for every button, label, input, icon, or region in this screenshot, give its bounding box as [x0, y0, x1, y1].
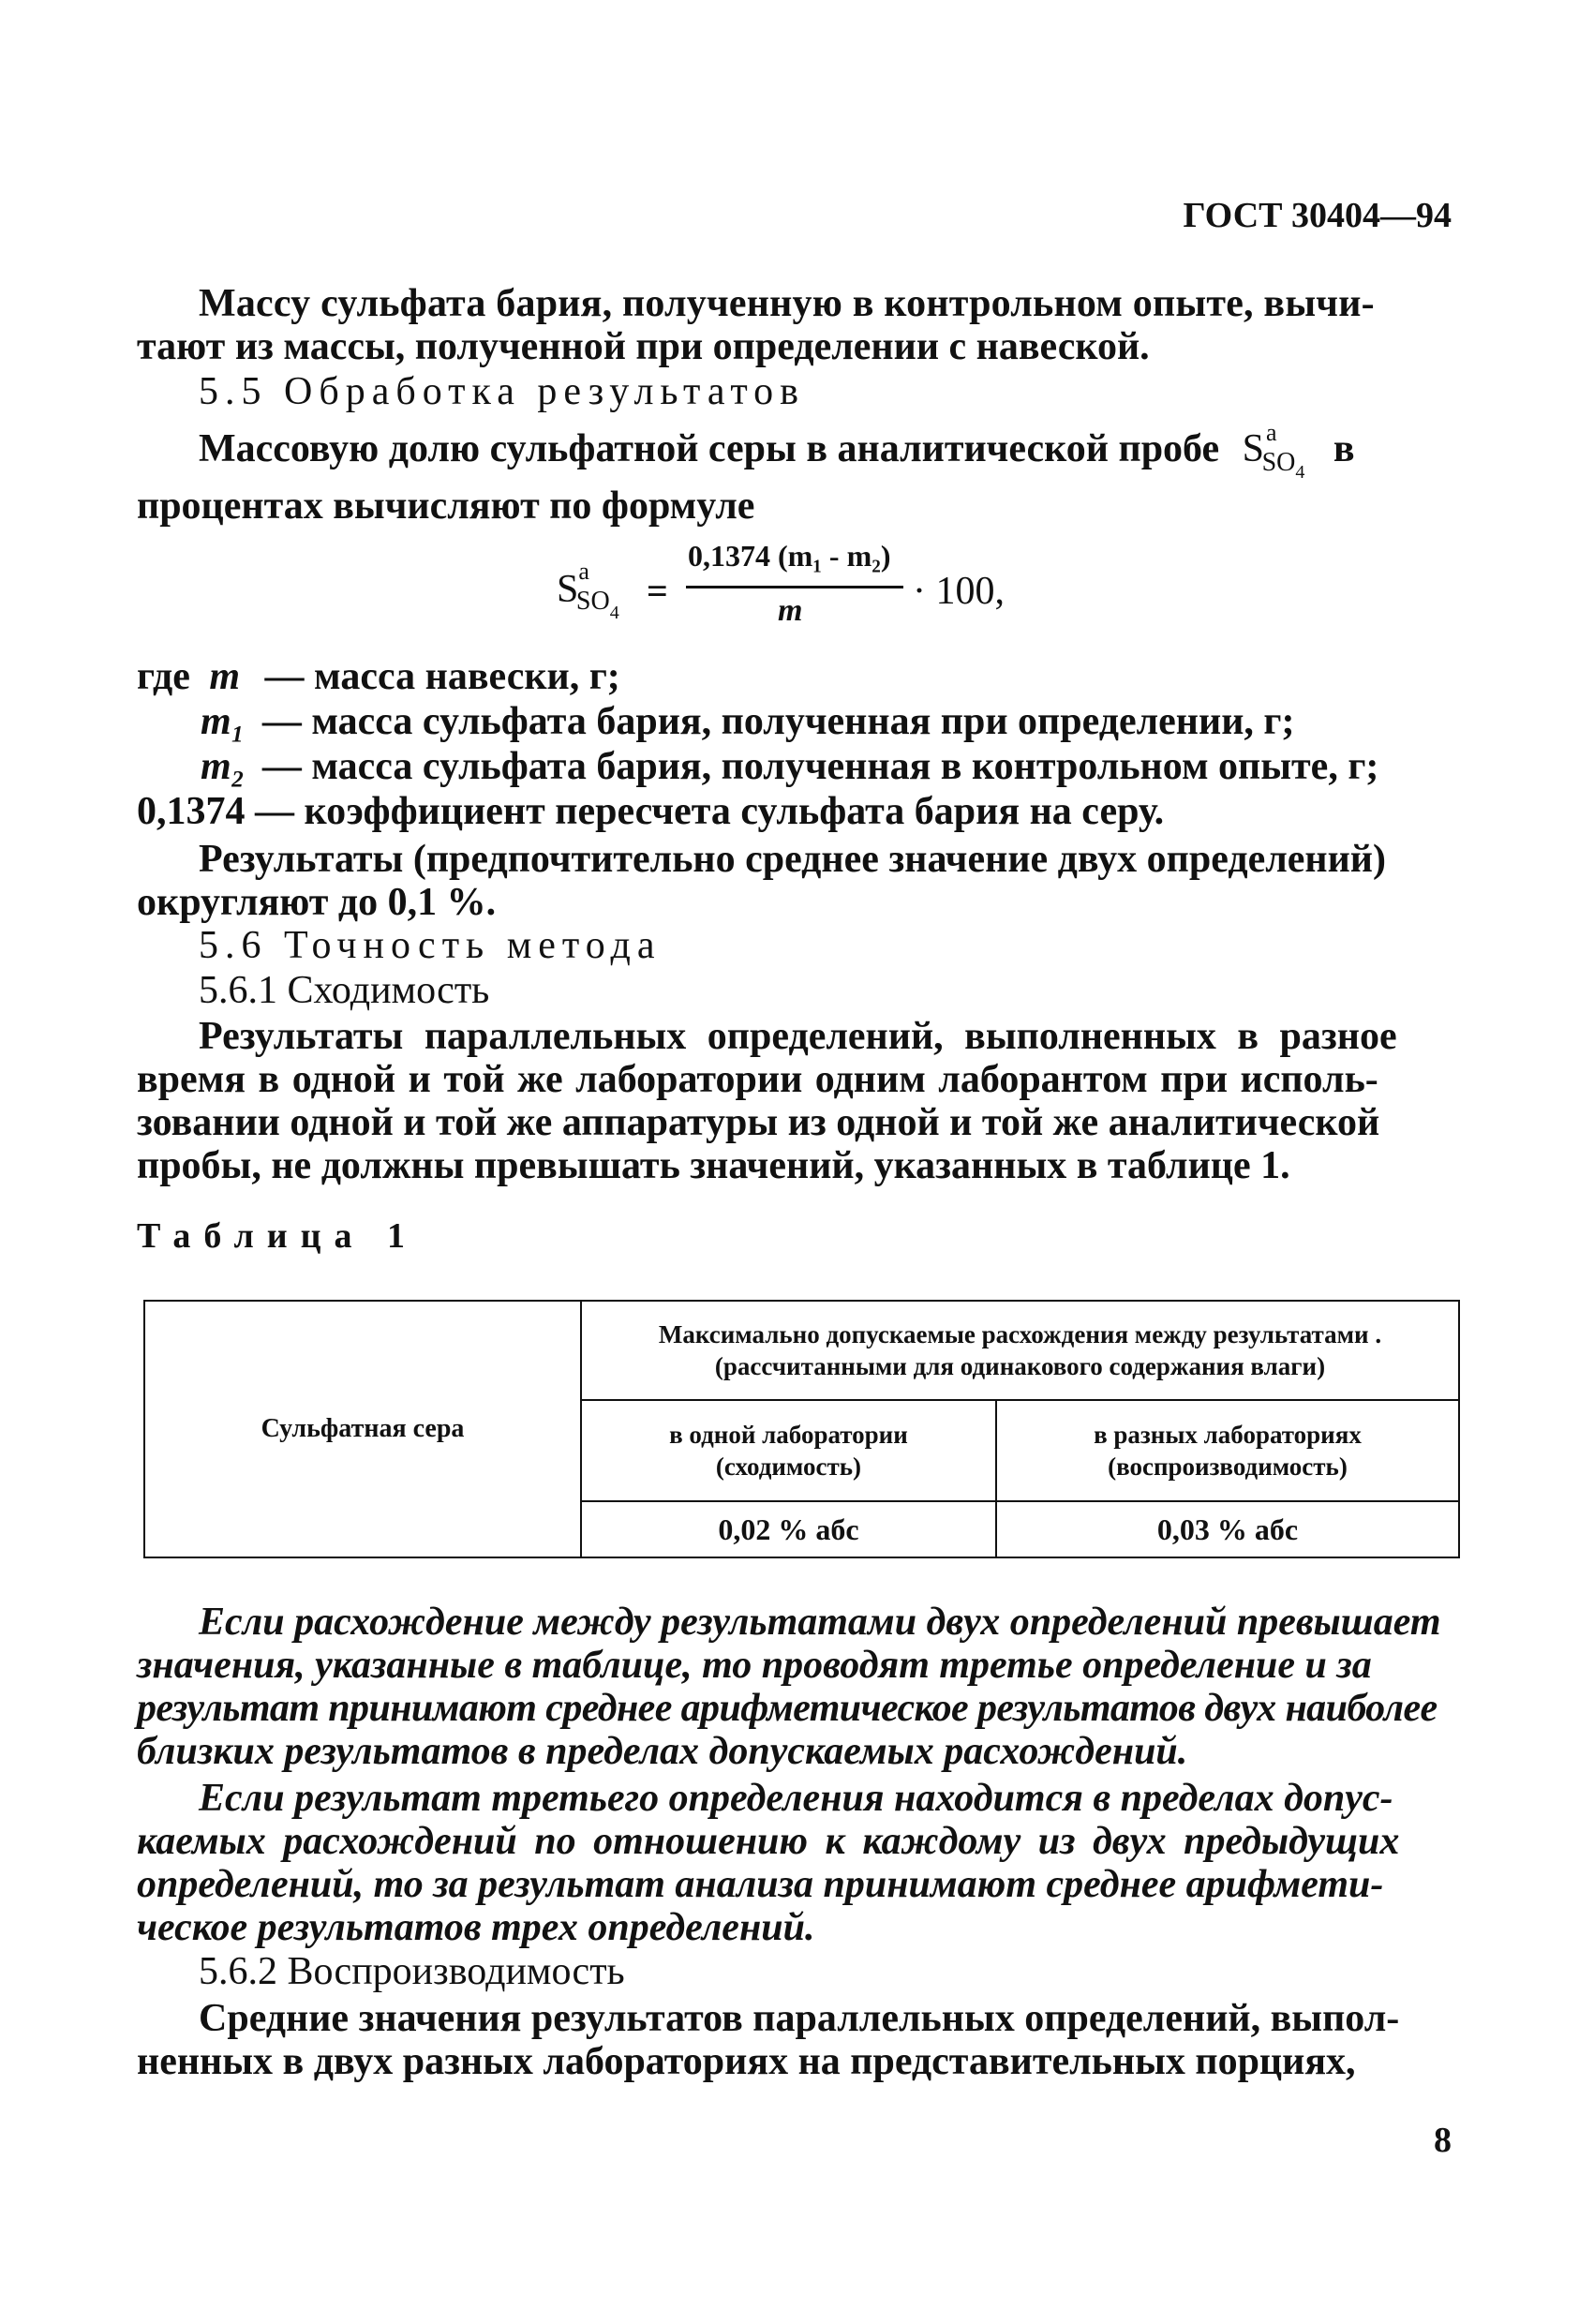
- para7-line2: ненных в двух разных лабораториях на представительных порциях,: [137, 2040, 1356, 2083]
- section-5-5-title: 5.5 Обработка результатов: [199, 370, 806, 413]
- para2-line1: [199, 419, 1355, 483]
- table1-value-2: 0,03 % абс: [996, 1501, 1459, 1557]
- formula-symbol: [557, 558, 633, 623]
- para7-line1: Средние значения результатов параллельных определений, выпол-: [199, 1997, 1400, 2040]
- where-var-m: m: [209, 655, 241, 698]
- symbol-sub: SO: [1261, 448, 1296, 477]
- para6-line1: Если результат третьего определения находится в пределах допус-: [199, 1777, 1393, 1820]
- table1-subheader-1-line2: (сходимость): [715, 1452, 861, 1481]
- table1-subheader-2: [996, 1400, 1459, 1501]
- page-number: 8: [1434, 2121, 1452, 2160]
- section-5-6-1-title: 5.6.1 Сходимость: [199, 969, 490, 1012]
- para2-line2: процентах вычисляют по формуле: [137, 484, 755, 528]
- para5-line3: результат принимают среднее арифметическое результатов двух наиболее: [137, 1687, 1438, 1730]
- para6-line3: определений, то за результат анализа принимают среднее арифмети-: [137, 1863, 1384, 1906]
- table1-group-header-line1: Максимально допускаемые расхождения между результатами .: [658, 1320, 1382, 1348]
- table1-subheader-2-line2: (воспроизводимость): [1108, 1452, 1348, 1481]
- para4-line2: время в одной и той же лаборатории одним лаборантом при исполь-: [137, 1058, 1378, 1101]
- table1-subheader-2-line1: в разных лабораториях: [1094, 1421, 1362, 1449]
- table1-caption: Таблица 1: [137, 1216, 419, 1256]
- para2-line1-text: Массовую долю сульфатной серы в аналитической пробе: [199, 427, 1220, 470]
- table1: [143, 1300, 1460, 1558]
- formula-symbol-subsub: 4: [609, 603, 619, 623]
- para4-line1: Результаты параллельных определений, выполненных в разное: [199, 1015, 1397, 1058]
- para3-line1: Результаты (предпочтительно среднее значение двух определений): [199, 838, 1386, 881]
- table1-group-header: [581, 1301, 1459, 1400]
- formula-numerator: 0,1374 (m₁ - m₂): [688, 539, 891, 573]
- formula-equals: =: [647, 570, 668, 612]
- formula-symbol-base: S: [557, 568, 579, 611]
- where-text-1: — масса навески, г;: [264, 655, 620, 698]
- formula-symbol-sup: a: [578, 558, 589, 585]
- symbol-subsub: 4: [1295, 462, 1305, 483]
- symbol-s-so4: [1242, 419, 1318, 483]
- where-line2: [201, 699, 1294, 744]
- table1-subheader-1: [581, 1400, 996, 1501]
- para4-line3: зовании одной и той же аппаратуры из одной и той же аналитической: [137, 1101, 1380, 1144]
- where-line1: [137, 654, 620, 699]
- symbol-base: S: [1242, 427, 1265, 470]
- formula: [557, 539, 1081, 642]
- table1-col0-header: Сульфатная сера: [144, 1301, 581, 1557]
- para1-line1: Массу сульфата бария, полученную в контрольном опыте, вычи-: [199, 282, 1375, 325]
- para6-line2: каемых расхождений по отношению к каждому из двух предыдущих: [137, 1820, 1400, 1863]
- where-prefix: где: [137, 655, 190, 698]
- where-line3: [201, 744, 1378, 789]
- para5-line1: Если расхождение между результатами двух определений превышает: [199, 1601, 1441, 1644]
- para5-line4: близких результатов в пределах допускаемых расхождений.: [137, 1730, 1188, 1773]
- symbol-sup: a: [1266, 419, 1277, 446]
- document-code: ГОСТ 30404—94: [1183, 196, 1452, 235]
- where-text-2: — масса сульфата бария, полученная при определении, г;: [261, 700, 1295, 743]
- para1-line2: тают из массы, полученной при определении с навеской.: [137, 325, 1150, 368]
- table1-value-1: 0,02 % абс: [581, 1501, 996, 1557]
- formula-denominator: m: [778, 593, 803, 628]
- para5-line2: значения, указанные в таблице, то проводят третье определение и за: [137, 1644, 1372, 1687]
- formula-symbol-sub: SO: [575, 587, 610, 616]
- section-5-6-2-title: 5.6.2 Воспроизводимость: [199, 1950, 625, 1993]
- para3-line2: округляют до 0,1 %.: [137, 881, 497, 924]
- para6-line4: ческое результатов трех определений.: [137, 1906, 815, 1949]
- where-var-m1: m₁: [201, 700, 246, 743]
- section-5-6-title: 5.6 Точность метода: [199, 924, 662, 967]
- formula-multiplier: · 100,: [913, 570, 1005, 613]
- table1-group-header-line2: (рассчитанными для одинакового содержания влаги): [714, 1352, 1326, 1380]
- where-text-3: — масса сульфата бария, полученная в контрольном опыте, г;: [261, 745, 1379, 788]
- formula-fraction-line: [686, 586, 903, 588]
- para2-line1-end: в: [1333, 427, 1355, 470]
- where-line4: 0,1374 — коэффициент пересчета сульфата бария на серу.: [137, 790, 1165, 833]
- where-var-m2: m₂: [201, 745, 246, 788]
- table1-subheader-1-line1: в одной лаборатории: [669, 1421, 908, 1449]
- para4-line4: пробы, не должны превышать значений, указанных в таблице 1.: [137, 1144, 1290, 1187]
